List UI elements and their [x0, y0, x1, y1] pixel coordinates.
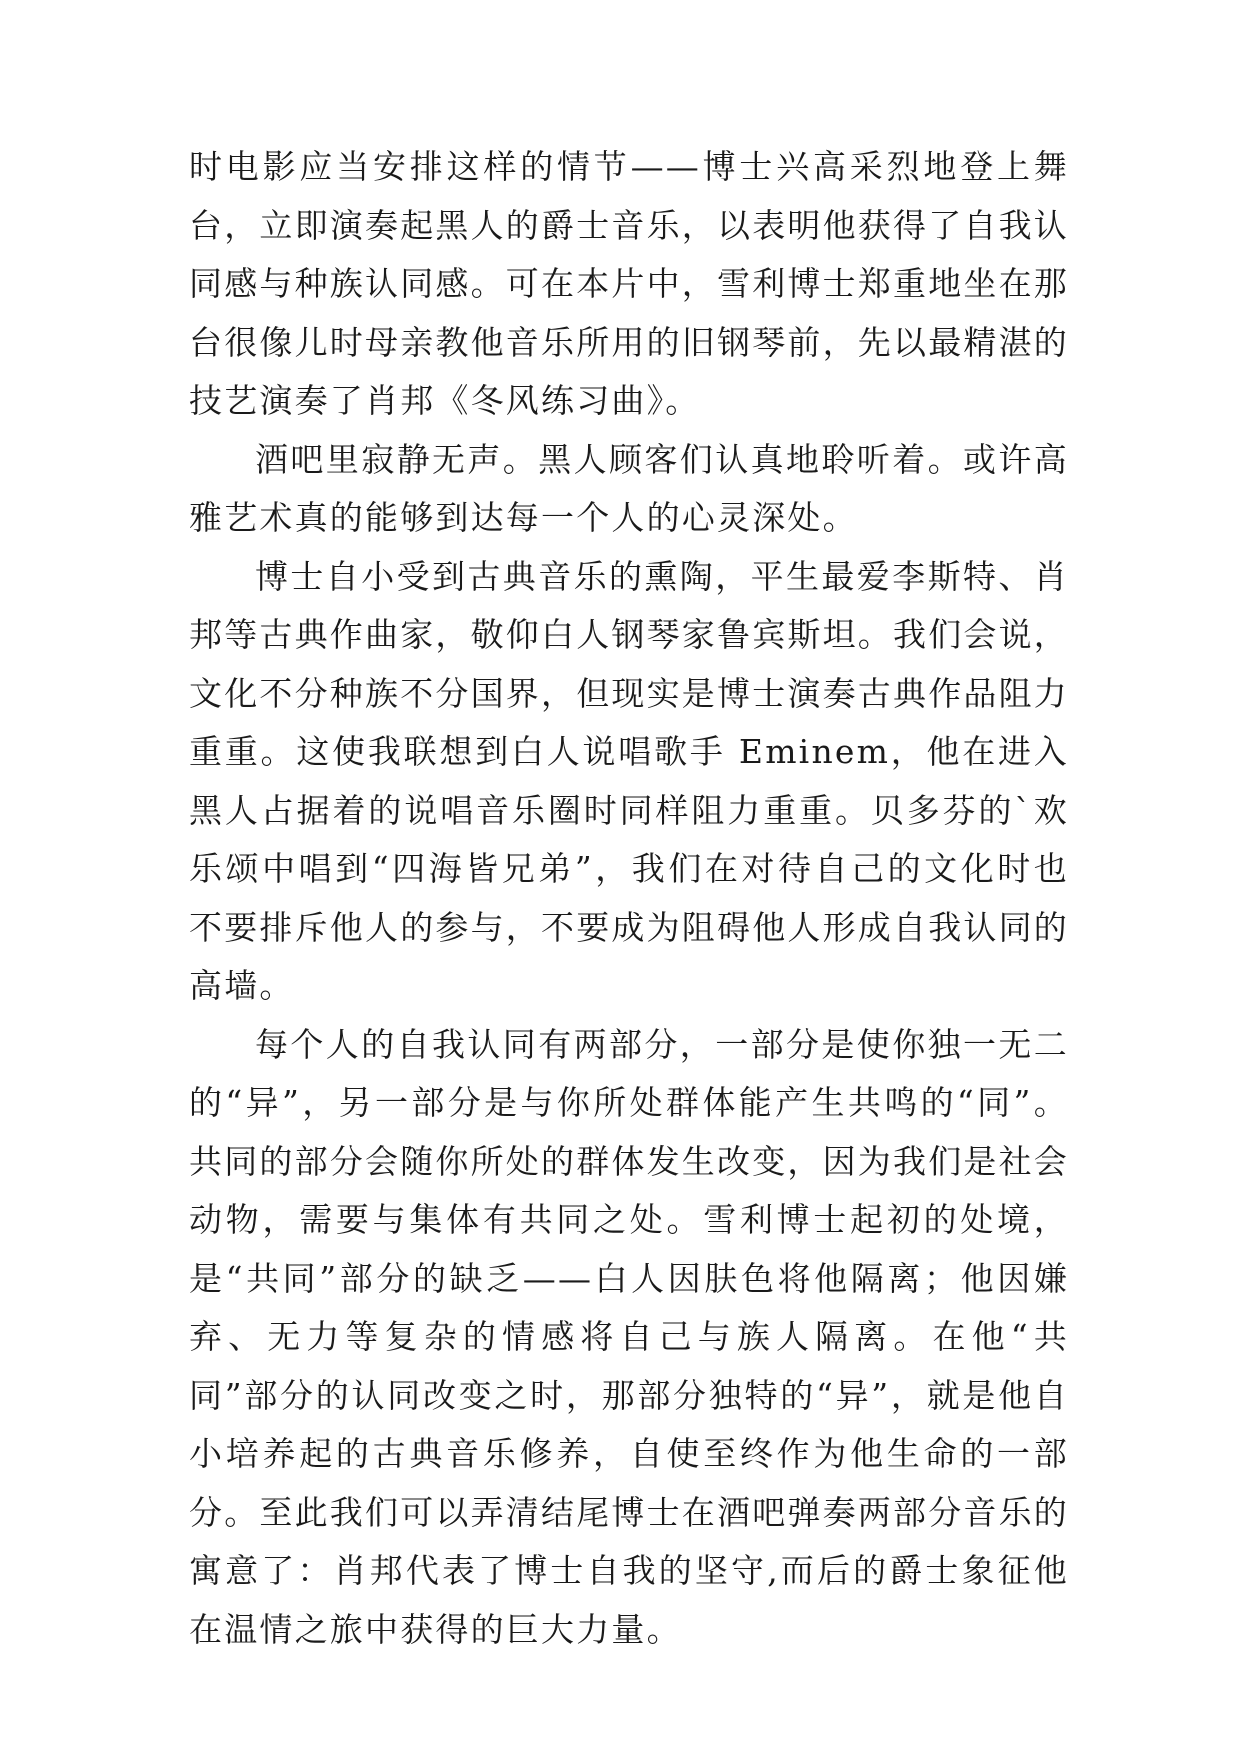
- paragraph-1: 时电影应当安排这样的情节——博士兴高采烈地登上舞台，立即演奏起黑人的爵士音乐，以表明他获得了自我认同感与种族认同感。可在本片中，雪利博士郑重地坐在那台很像儿时母亲教他音乐所用的旧钢琴前，先以最精湛的技艺演奏了肖邦《冬风练习曲》。: [189, 147, 1069, 420]
- body-text: [189, 138, 1069, 1659]
- paragraph-2: 酒吧里寂静无声。黑人顾客们认真地聆听着。或许高雅艺术真的能够到达每一个人的心灵深处。: [189, 439, 1069, 537]
- paragraph-4: 每个人的自我认同有两部分，一部分是使你独一无二的“异”，另一部分是与你所处群体能产生共鸣的“同”。共同的部分会随你所处的群体发生改变，因为我们是社会动物，需要与集体有共同之处。雪利博士起初的处境，是“共同”部分的缺乏——白人因肤色将他隔离；他因嫌弃、无力等复杂的情感将自己与族人隔离。在他“共同”部分的认同改变之时，那部分独特的“异”，就是他自小培养起的古典音乐修养，自使至终作为他生命的一部分。至此我们可以弄清结尾博士在酒吧弹奏两部分音乐的寓意了：肖邦代表了博士自我的坚守,而后的爵士象征他在温情之旅中获得的巨大力量。: [189, 1024, 1069, 1649]
- paragraph-3: 博士自小受到古典音乐的熏陶，平生最爱李斯特、肖邦等古典作曲家，敬仰白人钢琴家鲁宾斯坦。我们会说，文化不分种族不分国界，但现实是博士演奏古典作品阻力重重。这使我联想到白人说唱歌手 Eminem，他在进入黑人占据着的说唱音乐圈时同样阻力重重。贝多芬的`欢乐颂中唱到“四海皆兄弟”，我们在对待自己的文化时也不要排斥他人的参与，不要成为阻碍他人形成自我认同的高墙。: [189, 556, 1069, 1005]
